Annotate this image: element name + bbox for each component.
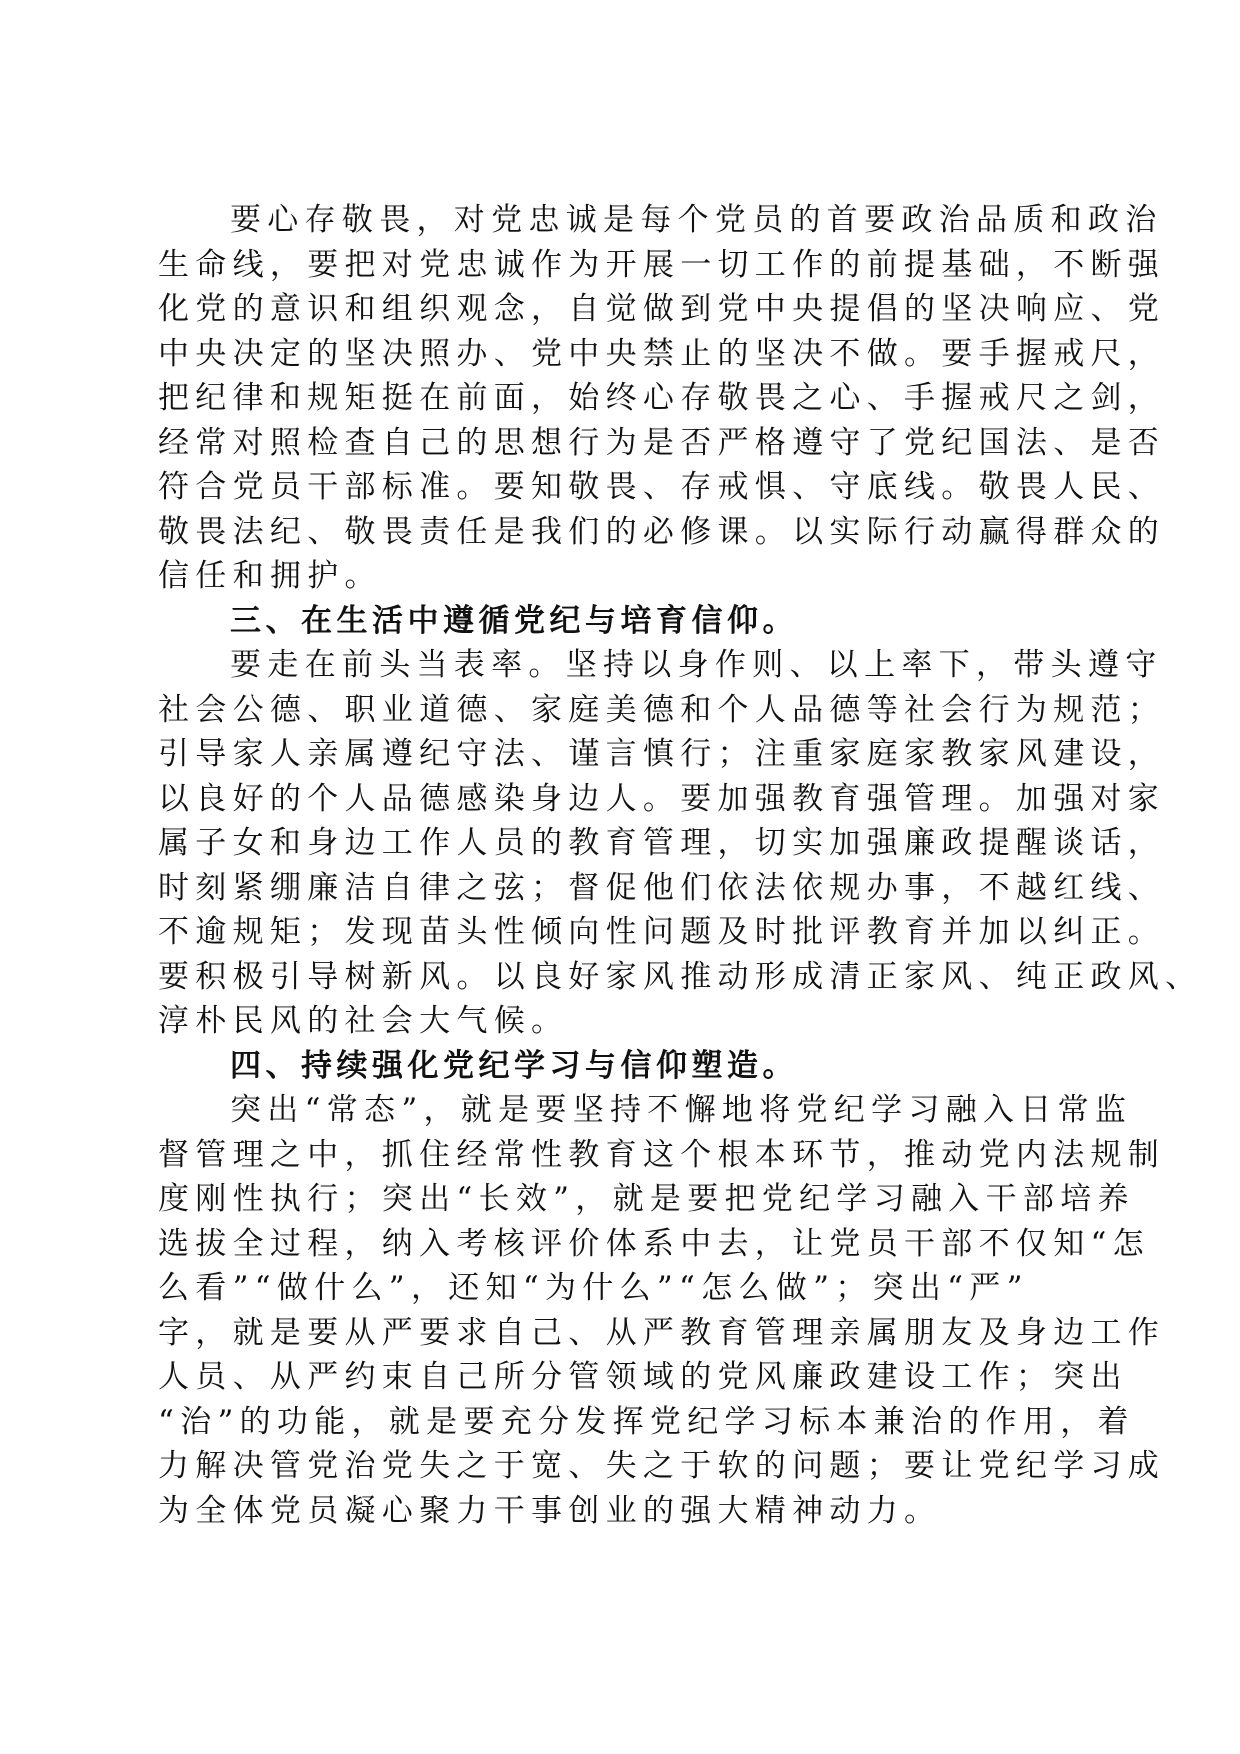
text-line: 化党的意识和组织观念，自觉做到党中央提倡的坚决响应、党 (158, 291, 1166, 327)
text-line: 以良好的个人品德感染身边人。要加强教育强管理。加强对家 (158, 780, 1166, 817)
text-line: 选拔全过程，纳入考核评价体系中去，让党员干部不仅知“怎 (158, 1225, 1150, 1262)
text-line: 督管理之中，抓住经常性教育这个根本环节，推动党内法规制 (158, 1136, 1166, 1173)
paragraph-2 (158, 643, 1203, 1044)
section-heading-4: 四、持续强化党纪学习与信仰塑造。 (230, 1047, 798, 1084)
text-line: 淳朴民风的社会大气候。 (158, 1003, 569, 1039)
text-line: 么看”“做什么”，还知“为什么”“怎么做”；突出“严” (158, 1270, 1029, 1306)
text-line: 要积极引导树新风。以良好家风推动形成清正家风、纯正政风、 (158, 958, 1203, 995)
paragraph-3 (158, 1088, 1166, 1533)
text-line: 信任和拥护。 (158, 558, 382, 594)
section-heading-3: 三、在生活中遵循党纪与培育信仰。 (230, 602, 798, 639)
text-line: 度刚性执行；突出“长效”，就是要把党纪学习融入干部培养 (158, 1181, 1135, 1217)
text-line: 要心存敬畏，对党忠诚是每个党员的首要政治品质和政治 (230, 202, 1163, 238)
text-line: “治”的功能，就是要充分发挥党纪学习标本兼治的作用，着 (158, 1403, 1135, 1440)
document-body (158, 198, 1203, 1533)
text-line: 生命线，要把对党忠诚作为开展一切工作的前提基础，不断强 (158, 246, 1166, 283)
paragraph-1 (158, 198, 1166, 599)
text-line: 社会公德、职业道德、家庭美德和个人品德等社会行为规范； (158, 691, 1166, 728)
text-line: 突出“常态”，就是要坚持不懈地将党纪学习融入日常监 (230, 1092, 1133, 1128)
text-line: 中央决定的坚决照办、党中央禁止的坚决不做。要手握戒尺， (158, 335, 1166, 372)
text-line: 不逾规矩；发现苗头性倾向性问题及时批评教育并加以纠正。 (158, 914, 1166, 950)
text-line: 要走在前头当表率。坚持以身作则、以上率下，带头遵守 (230, 647, 1163, 683)
text-line: 经常对照检查自己的思想行为是否严格遵守了党纪国法、是否 (158, 424, 1166, 461)
text-line: 属子女和身边工作人员的教育管理，切实加强廉政提醒谈话， (158, 825, 1166, 861)
text-line: 把纪律和规矩挺在前面，始终心存敬畏之心、手握戒尺之剑， (158, 380, 1166, 416)
text-line: 时刻紧绷廉洁自律之弦；督促他们依法依规办事，不越红线、 (158, 869, 1166, 906)
text-line: 引导家人亲属遵纪守法、谨言慎行；注重家庭家教家风建设， (158, 736, 1166, 772)
text-line: 字，就是要从严要求自己、从严教育管理亲属朋友及身边工作 (158, 1314, 1166, 1351)
text-line: 敬畏法纪、敬畏责任是我们的必修课。以实际行动赢得群众的 (158, 513, 1166, 550)
text-line: 为全体党员凝心聚力干事创业的强大精神动力。 (158, 1492, 942, 1529)
text-line: 人员、从严约束自己所分管领域的党风廉政建设工作；突出 (158, 1359, 1128, 1395)
text-line: 符合党员干部标准。要知敬畏、存戒惧、守底线。敬畏人民、 (158, 469, 1166, 505)
text-line: 力解决管党治党失之于宽、失之于软的问题；要让党纪学习成 (158, 1448, 1166, 1484)
